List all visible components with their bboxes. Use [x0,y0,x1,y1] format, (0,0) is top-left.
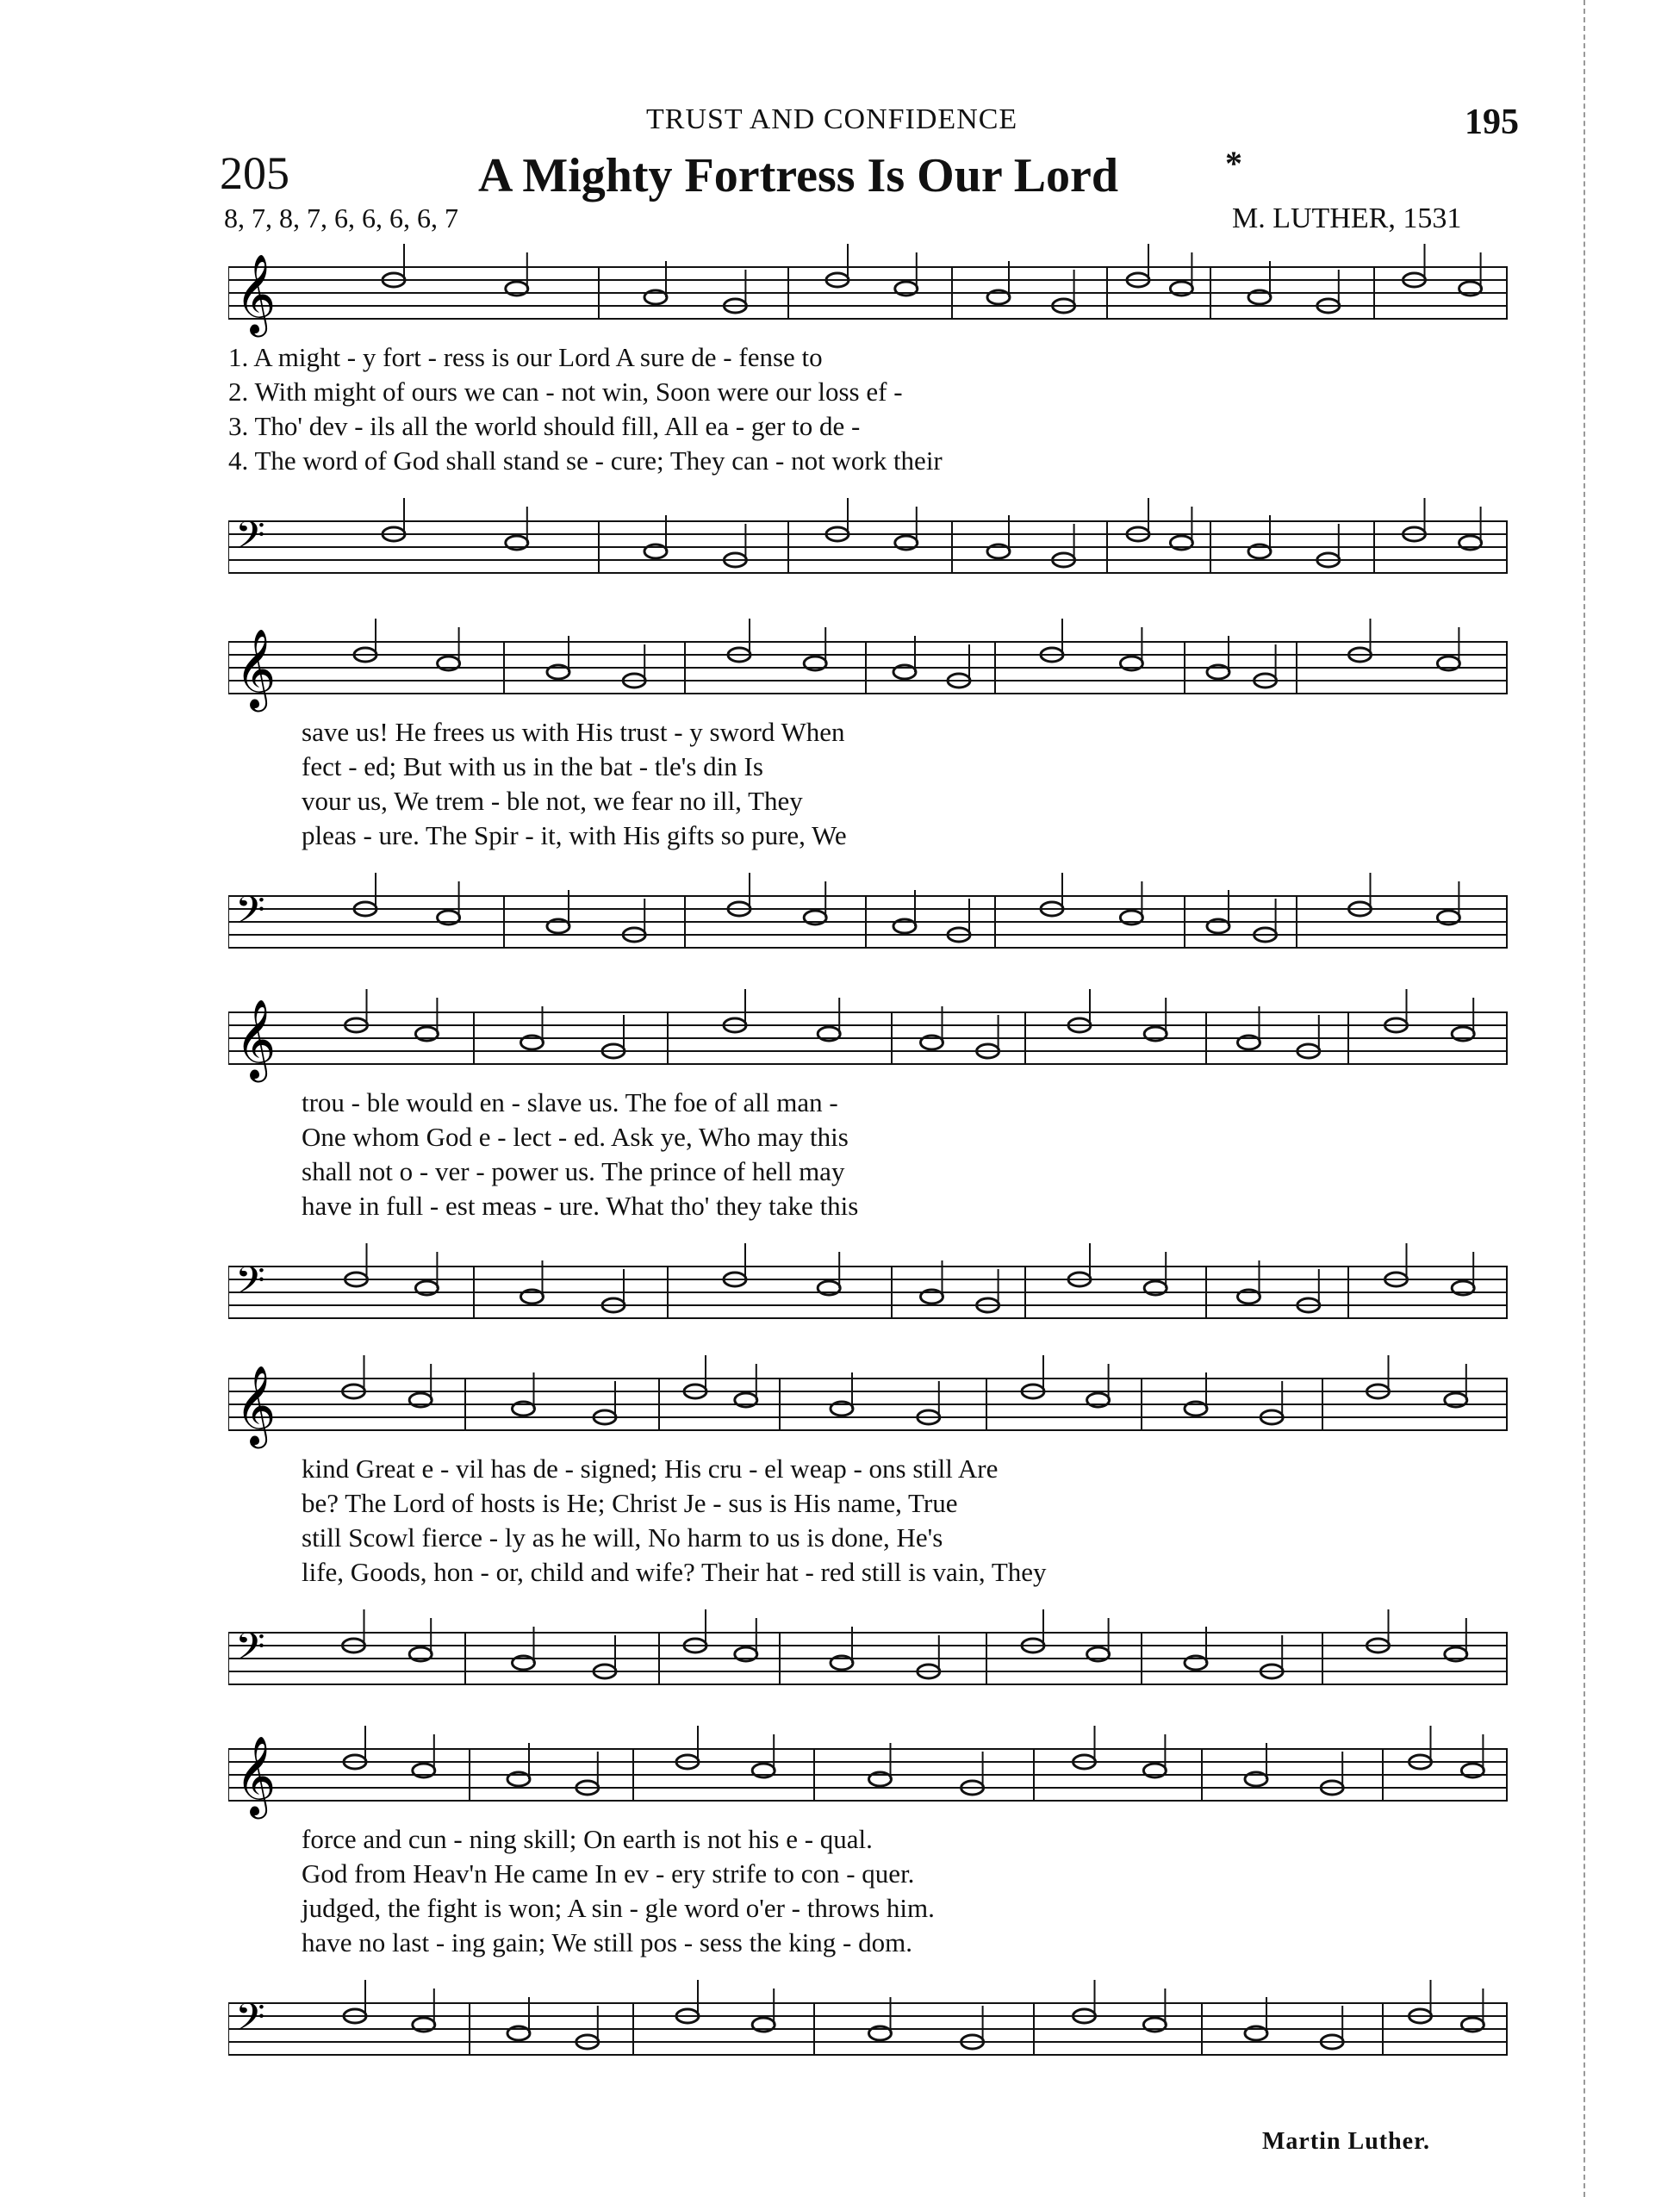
lyric-line: still Scowl fierce - ly as he will, No harm to us is done, He's [302,1522,943,1553]
lyric-line: pleas - ure. The Spir - it, with His gifts so pure, We [302,820,847,850]
lyric-line: trou - ble would en - slave us. The foe of all man - [302,1087,838,1117]
bass-clef-icon: 𝄢 [235,1258,265,1312]
lyric-line: 3. Tho' dev - ils all the world should fill, All ea - ger to de - [228,411,861,441]
page-number: 195 [1465,103,1519,142]
bass-clef-icon: 𝄢 [235,1995,265,2049]
treble-clef-icon: 𝄞 [235,253,277,333]
lyric-line: shall not o - ver - power us. The prince of hell may [302,1156,845,1186]
lyric-line: 2. With might of ours we can - not win, Soon were our loss ef - [228,377,903,407]
lyric-line: judged, the fight is won; A sin - gle word o'er - throws him. [302,1893,935,1923]
treble-clef-icon: 𝄞 [235,999,277,1079]
treble-clef-icon: 𝄞 [235,1735,277,1815]
music-system [228,978,1508,1361]
lyric-line: vour us, We trem - ble not, we fear no ill, They [302,786,803,816]
music-system [228,1344,1508,1727]
music-system [228,607,1508,991]
lyrics-block [228,1452,1508,1590]
lyric-line: life, Goods, hon - or, child and wife? Their hat - red still is vain, They [302,1557,1047,1587]
page-edge [1584,0,1589,2197]
lyric-line: 1. A might - y fort - ress is our Lord A sure de - fense to [228,342,823,372]
author-credit: Martin Luther. [1262,2128,1430,2155]
lyric-line: fect - ed; But with us in the bat - tle's din Is [302,751,763,781]
tune-credit: M. LUTHER, 1531 [1232,202,1462,234]
music-system [228,233,1508,616]
treble-clef-icon: 𝄞 [235,1365,277,1445]
lyric-line: be? The Lord of hosts is He; Christ Je - sus is His name, True [302,1488,958,1518]
lyrics-block [228,340,1508,478]
meter: 8, 7, 8, 7, 6, 6, 6, 6, 7 [224,202,458,233]
lyrics-block [228,715,1508,853]
lyric-line: One whom God e - lect - ed. Ask ye, Who may this [302,1122,849,1152]
hymn-number: 205 [220,147,289,199]
lyrics-block [228,1086,1508,1223]
lyric-line: save us! He frees us with His trust - y sword When [302,717,845,747]
bass-clef-icon: 𝄢 [235,1624,265,1678]
title-footnote-mark: * [1225,144,1242,183]
bass-clef-icon: 𝄢 [235,513,265,567]
lyric-line: have in full - est meas - ure. What tho' they take this [302,1191,859,1221]
lyric-line: kind Great e - vil has de - signed; His cru - el weap - ons still Are [302,1453,999,1484]
lyric-line: God from Heav'n He came In ev - ery strife to con - quer. [302,1858,915,1889]
running-head: TRUST AND CONFIDENCE [646,103,1018,135]
hymn-title: A Mighty Fortress Is Our Lord [478,149,1119,202]
lyric-line: 4. The word of God shall stand se - cure; They can - not work their [228,445,943,476]
music-system [228,1715,1508,2098]
lyrics-block [228,1822,1508,1960]
lyric-line: have no last - ing gain; We still pos - sess the king - dom. [302,1927,912,1957]
bass-clef-icon: 𝄢 [235,887,265,942]
lyric-line: force and cun - ning skill; On earth is not his e - qual. [302,1824,873,1854]
treble-clef-icon: 𝄞 [235,628,277,708]
